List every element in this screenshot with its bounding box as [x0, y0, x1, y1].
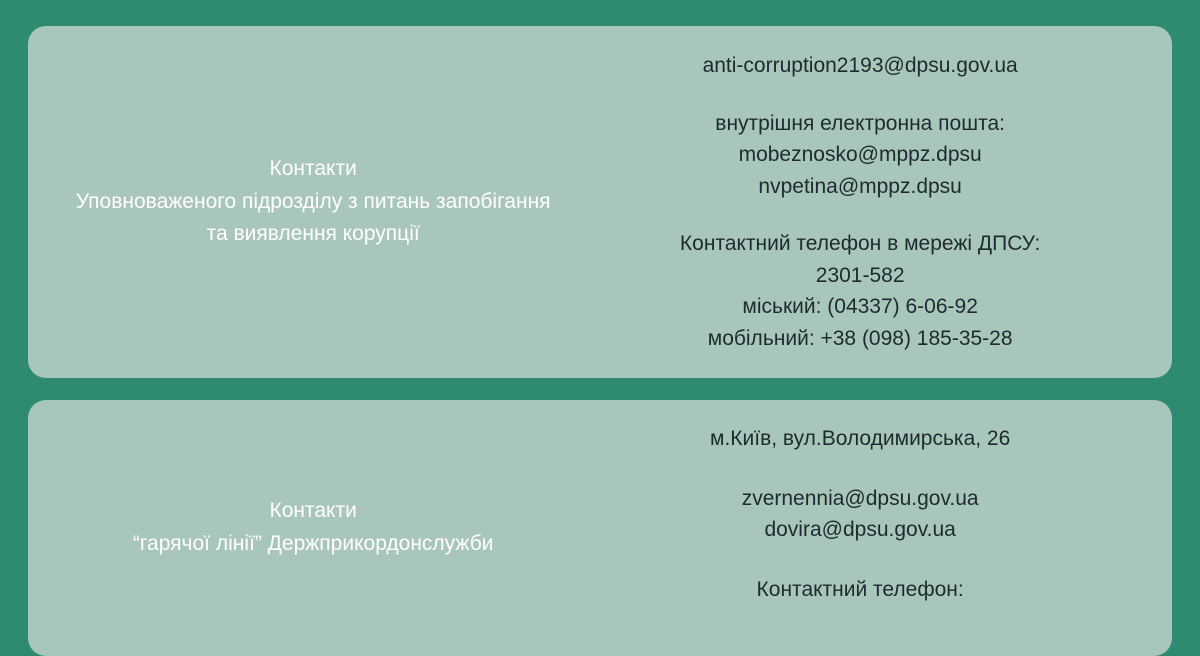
card-1-phone-mobile: мобільний: +38 (098) 185-35-28: [707, 326, 1013, 350]
card-1-internal-mail-2[interactable]: nvpetina@mppz.dpsu: [758, 174, 962, 198]
card-2-email-1[interactable]: zvernennia@dpsu.gov.ua: [741, 486, 979, 510]
card-2-email-2[interactable]: dovira@dpsu.gov.ua: [764, 518, 956, 541]
card-1-phone-city: міський: (04337) 6-06-92: [742, 295, 978, 318]
card-1-title: Контакти: [269, 157, 357, 181]
card-1-phone-label: Контактний телефон в мережі ДПСУ:: [679, 232, 1041, 255]
card-1-internal-mail-1[interactable]: mobeznosko@mppz.dpsu: [738, 143, 982, 166]
contact-card-hotline: [28, 400, 1172, 656]
card-2-left-column: [58, 495, 578, 560]
card-1-internal-mail-group: [578, 108, 1142, 203]
card-2-title: Контакти: [269, 499, 357, 523]
card-2-subtitle-line-1: “гарячої лінії” Держприкордонслужби: [132, 532, 494, 555]
card-2-phone-label: Контактний телефон:: [756, 577, 964, 601]
card-2-address: м.Київ, вул.Володимирська, 26: [710, 427, 1011, 450]
card-1-internal-mail-label: внутрішня електронна пошта:: [715, 111, 1005, 135]
card-1-email-public[interactable]: anti-corruption2193@dpsu.gov.ua: [702, 54, 1018, 77]
card-1-subtitle-line-2: та виявлення корупції: [206, 222, 420, 246]
card-1-phone-group: [578, 228, 1142, 354]
card-1-email-group: [578, 50, 1142, 82]
card-1-phone-internal: 2301-582: [815, 263, 905, 287]
card-2-right-column: [578, 423, 1142, 633]
card-1-subtitle-line-1: Уповноваженого підрозділу з питань запобігання: [75, 189, 551, 213]
contact-card-anti-corruption: [28, 26, 1172, 378]
card-1-right-column: [578, 50, 1142, 354]
card-1-left-column: [58, 153, 578, 251]
card-2-phone-group: [578, 574, 1142, 606]
card-separator: [28, 378, 1172, 400]
card-2-address-group: [578, 423, 1142, 455]
card-2-email-group: [578, 483, 1142, 546]
